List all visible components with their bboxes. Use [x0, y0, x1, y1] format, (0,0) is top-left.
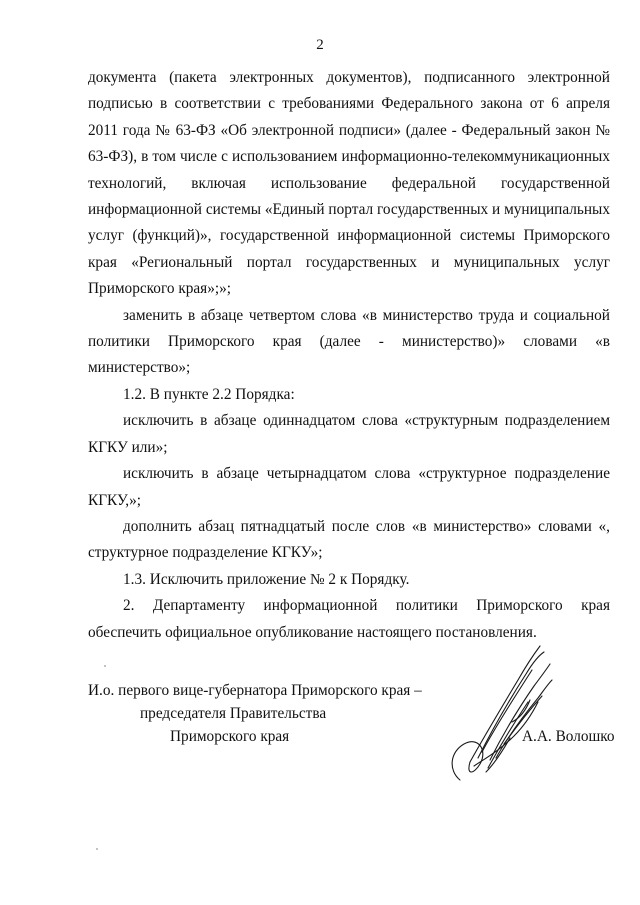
- paragraph-item-2: 2. Департаменту информационной политики Приморского края обеспечить официальное опубликование настоящего постановления.: [88, 597, 610, 641]
- signatory-title-line-1: И.о. первого вице-губернатора Приморского края –: [88, 682, 422, 699]
- paragraph-continuation: документа (пакета электронных документов), подписанного электронной подписью в соответствии с требованиями Федерального закона от 6 апреля 2011 года № 63-ФЗ «Об электронной подписи» (далее - Федеральный закон № 63-ФЗ), в том числе с использованием информационно-телекоммуникационных технологий, включая использование федеральной государственной информационной системы «Единый портал государственных и муниципальных услуг (функций)», государственной информационной системы Приморского края «Региональный портал государственных и муниципальных услуг Приморского края»;»;: [88, 69, 610, 298]
- scan-speck: [104, 665, 106, 667]
- signatory-name: А.А. Волошко: [522, 728, 615, 745]
- handwritten-signature-icon: [430, 640, 570, 790]
- signatory-title-line-2: председателя Правительства: [140, 705, 327, 722]
- signatory-title-line-3: Приморского края: [170, 728, 290, 745]
- paragraph-exclude-fourteenth: исключить в абзаце четырнадцатом слова «структурное подразделение КГКУ,»;: [88, 465, 610, 509]
- document-body: [88, 65, 610, 646]
- paragraph-exclude-eleventh: исключить в абзаце одиннадцатом слова «структурным подразделением КГКУ или»;: [88, 412, 610, 456]
- paragraph-item-1-3: 1.3. Исключить приложение № 2 к Порядку.: [123, 570, 410, 588]
- scan-speck: [96, 848, 98, 850]
- paragraph-replace-words: заменить в абзаце четвертом слова «в министерство труда и социальной политики Приморского края (далее - министерство)» словами «в министерство»;: [88, 306, 610, 377]
- page-number: 2: [316, 37, 324, 53]
- paragraph-add-fifteenth: дополнить абзац пятнадцатый после слов «в министерство» словами «, структурное подразделение КГКУ»;: [88, 517, 610, 562]
- paragraph-item-1-2: 1.2. В пункте 2.2 Порядка:: [123, 385, 295, 403]
